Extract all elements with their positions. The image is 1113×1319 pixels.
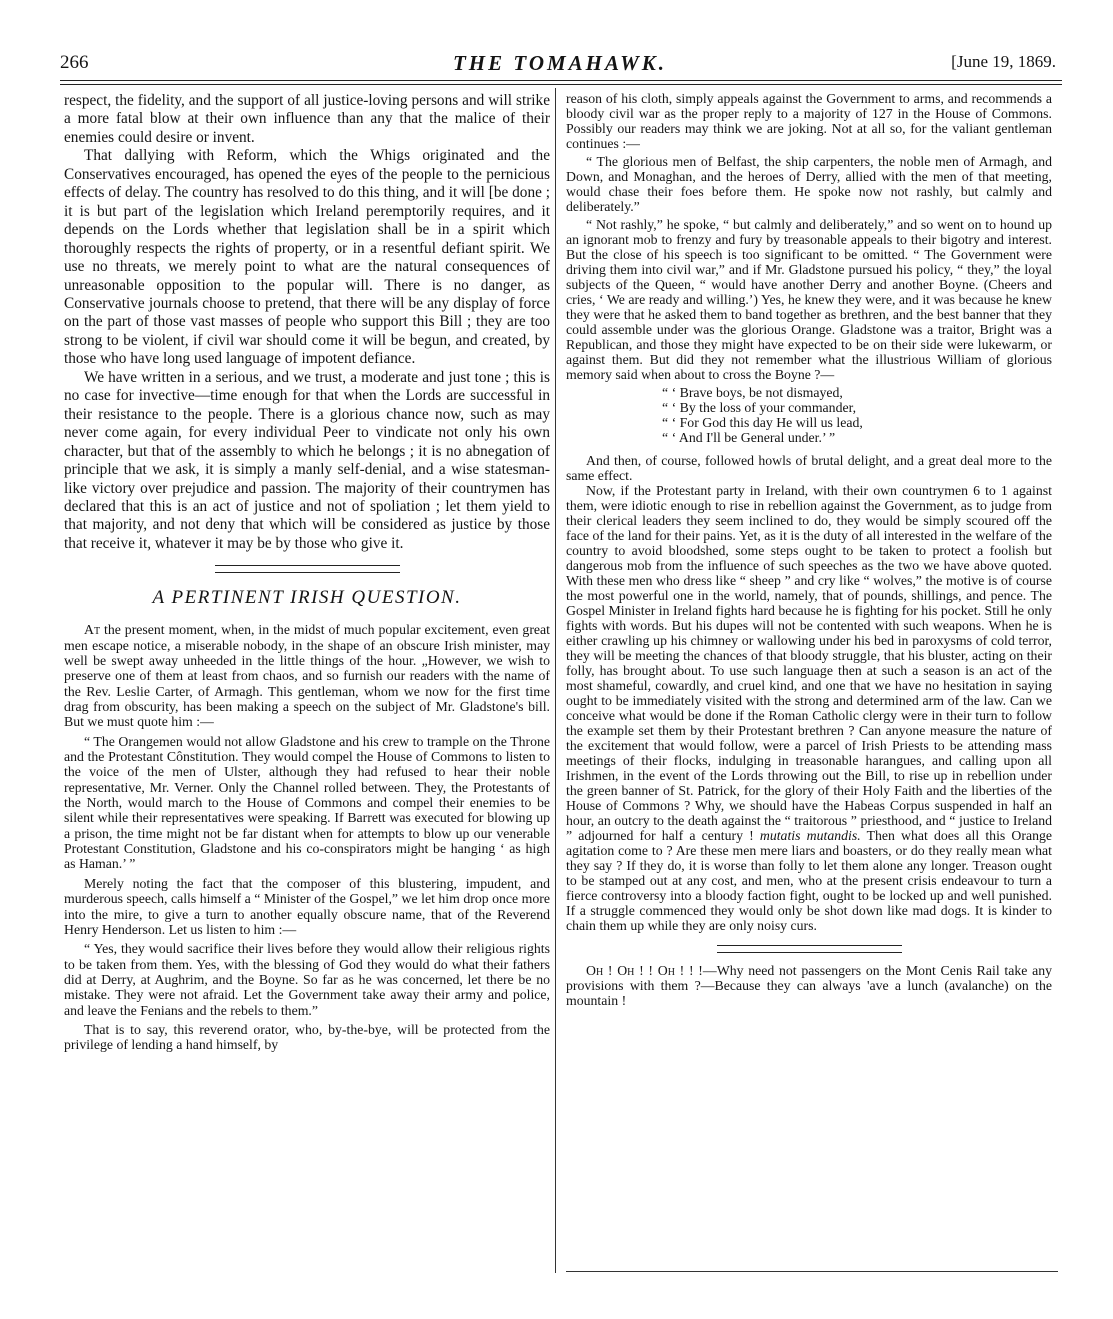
right-paragraph-2: “ Not rashly,” he spoke, “ but calmly and deliberately,” and so went on to hound up an ignorant mob to frenzy and fury by treasonable appeals to their bigotry and interest. But the close of his speech is too significant to be omitted. “ The Government were driving them into civil war,” and if Mr. Gladstone pursued his policy, “ they,” the loyal subjects of the Queen, “ would have another Derry and another Boyne. (Cheers and cries, ‘ We are ready and willing.’) Yes, he knew they were, and it was because he knew they were that he asked them to band together as brethren, and the best banner that they could assemble under was the glorious Orange. Gladstone was a traitor, Bright was a Republican, and those they might have expected to be on their side were lukewarm, or against them. But did they not remember what the illustrious William of glorious memory said when about to cross the Boyne ?— — [566, 217, 1052, 382]
left-paragraph-2: That dallying with Reform, which the Whigs originated and the Conservatives encouraged, has opened the eyes of the people to the pernicious effects of delay. The country has resolved to do this thing, and it will [be done ; it is but part of the legislation which Ireland peremptorily requires, and it depends on the Lords whether that legislation shall be in a spirit which thoroughly respects the rights of property, or in a resentful defiant spirit. We use no threats, we merely point to what are the natural consequences of unreasonable opposition to the popular will. There is no danger, as Conservative journals choose to pretend, that there will be any display of force on the part of those vast masses of people who support this Bill ; they are too strong to be violent, if civil war should come it will be begun, and created, by those who have long used language of impotent defiance. — [64, 147, 550, 368]
left-column — [64, 92, 550, 1053]
page-number: 266 — [60, 52, 89, 73]
header-rule-thin — [60, 84, 1062, 85]
quote-henderson: “ Yes, they would sacrifice their lives before they would allow their religious rights to be taken from them. Yes, with the blessing of God they would do what their fathers did at Derry, at Aughrim, and the Boyne. So far as he was concerned, let there be no mistake. They were not afraid. Let the Government take away their army and police, and leave the Fenians and the rebels to them.” — [64, 941, 550, 1018]
section-divider — [215, 565, 400, 573]
verse-line: “ ‘ For God this day He will us lead, — [662, 415, 863, 430]
section-divider — [717, 945, 902, 953]
boyne-verse — [662, 385, 1052, 445]
latin-phrase: mutatis mutandis. — [759, 828, 861, 843]
quote-belfast: “ The glorious men of Belfast, the ship carpenters, the noble men of Armagh, and Down, and Monaghan, and the heroes of Derry, allied with the men of that meeting, would chase their foes before them. He spoke now not rashly, but calmly and deliberately.” — [566, 154, 1052, 214]
right-paragraph-1: reason of his cloth, simply appeals against the Government to arms, and recommends a bloody civil war as the proper reply to a majority of 127 in the House of Commons. Possibly our readers may think we are joking. Not at all so, for the valiant gentleman continues :— — [566, 91, 1052, 151]
verse-line: “ ‘ By the loss of your commander, — [662, 400, 857, 415]
joke-lead: Oh ! Oh ! ! Oh ! ! ! — [586, 963, 703, 978]
article-paragraph-1: At the present moment, when, in the midst of much popular excitement, even great men escape notice, a miserable nobody, in the shape of an obscure Irish minister, may well be swept away unheeded in the little things of the hour. „However, we wish to preserve one of them at least from chaos, and so furnish our readers with the name of the Rev. Leslie Carter, of Armagh. This gentleman, whom we now for the first time drag from obscurity, has been making a speech on the subject of Mr. Gladstone's bill. But we must quote him :— — [64, 622, 550, 730]
left-paragraph-1: respect, the fidelity, and the support of all justice-loving persons and will strike a more fatal blow at their own influence than any that the malice of their enemies could desire or invent. — [64, 92, 550, 146]
verse-line: “ ‘ And I'll be General under.’ ” — [662, 430, 836, 445]
article-paragraph-3: That is to say, this reverend orator, who, by-the-bye, will be protected from the privilege of lending a hand himself, by — [64, 1021, 550, 1053]
issue-date: [June 19, 1869. — [951, 52, 1056, 71]
page-header — [60, 52, 1060, 78]
masthead-title: THE TOMAHAWK. — [452, 51, 668, 75]
verse-line: “ ‘ Brave boys, be not dismayed, — [662, 385, 843, 400]
left-paragraph-3: We have written in a serious, and we trust, a moderate and just tone ; this is no case for invective—time enough for that when the Lords are successful in their resistance to the people. There is a glorious chance now, such as may never come again, for every individual Peer to vindicate not only his own character, but that of the assembly to which he belongs ; it is no abnegation of principle that we ask, it is simply a manly self-denial, and a wise statesman-like victory over prejudice and passion. The majority of their countrymen has declared that this is an act of justice and not of spoliation ; let them yield to that majority, and not deny that which will be considered as justice by those that receive it, whatever it may be by those who give it. — [64, 368, 550, 552]
column-divider — [555, 88, 556, 1273]
closing-joke: Oh ! Oh ! ! Oh ! ! !—Why need not passengers on the Mont Cenis Rail take any provisions with them ?—Because they can always 'ave a lunch (avalanche) on the mountain ! — [566, 963, 1053, 1008]
quote-carter: “ The Orangemen would not allow Gladstone and his crew to trample on the Throne and the Protestant Cônstitution. They would compel the House of Commons to listen to the voice of the men of Ulster, although they had refused to hear their noble representative, Mr. Verner. Only the Channel rolled between. They, the Protestants of the North, would march to the House of Commons and compel their enemies to be silent while their representatives were speaking. If Barrett was executed for blowing up a prison, the time might not be far distant when for attempts to blow up our venerable Protestant Constitution, Gladstone and his co-conspirators might be hanging ‘ as high as Haman.’ ” — [64, 733, 550, 872]
drop-lead: At — [84, 622, 101, 638]
right-paragraph-4: Now, if the Protestant party in Ireland, with their own countrymen 6 to 1 against them, were idiotic enough to rise in rebellion against the Government, as to judge from their clerical leaders they seem inclined to do, they would be simply scoured off the face of the land for their pains. Yet, as it is the duty of all interested in the welfare of the country to avoid bloodshed, some steps ought to be taken to protect a foolish but dangerous mob from the influence of such speeches as the two we have above quoted. With these men who dress like “ sheep ” and cry like “ wolves,” the motive is of course the most powerful one in the world, namely, that of pounds, shillings, and pence. The Gospel Minister in Ireland fights hard because he is fighting for his pocket. Still he only fights with words. But his dupes will not be contented with such weapons. When he is either crawling up his chimney or wallowing under his bed in paroxysms of cold terror, they will be meeting the chances of that bloody struggle, that his bluster, acting on their folly, has brought about. To use such language then at such a season is an act of the most shameful, cowardly, and cruel kind, and one that we have no hesitation in saying ought to be immediately visited with the strong and determined arm of the law. Can we conceive what would be done if the Roman Catholic clergy were in their turn to follow the example set them by their Protestant brethren ? Can anyone measure the nature of the excitement that would follow, were a parcel of Irish Priests to be attending mass meetings of their flocks, indulging in treasonable harangues, and calling upon all Irishmen, in the event of the Lords throwing out the Bill, to rise up in rebellion under the green banner of St. Patrick, for the glory of their Holy Faith and the liberties of the House of Commons ? Why, we should have the Habeas Corpus suspended in half an hour, an outcry to the death against the “ traitorous ” priesthood, and “ justice to Ireland ” adjourned for half a century ! mutatis mutandis. Then what does all this Orange agitation come to ? Are these men mere liars and boasters, or do they really mean what they say ? If they do, it is worse than folly to let them alone any longer. Treason ought to be stamped out at any cost, and men, who at the present crisis endeavour to turn a fierce controversy into a bloody faction fight, ought to be locked up and well punished. If a struggle commenced they would only be shot down like mad dogs. It is kinder to chain them up while they are only noisy curs. — [566, 483, 1053, 933]
right-column — [566, 91, 1052, 1008]
header-rule — [60, 80, 1062, 81]
article-title: A PERTINENT IRISH QUESTION. — [152, 587, 462, 609]
right-paragraph-3: And then, of course, followed howls of brutal delight, and a great deal more to the same effect. — [566, 453, 1052, 483]
bottom-rule — [566, 1271, 1058, 1272]
article-paragraph-2: Merely noting the fact that the composer of this blustering, impudent, and murderous speech, calls himself a “ Minister of the Gospel,” we let him drop once more into the mire, to give a turn to another equally obscure name, that of the Reverend Henry Henderson. Let us listen to him :— — [64, 875, 550, 937]
